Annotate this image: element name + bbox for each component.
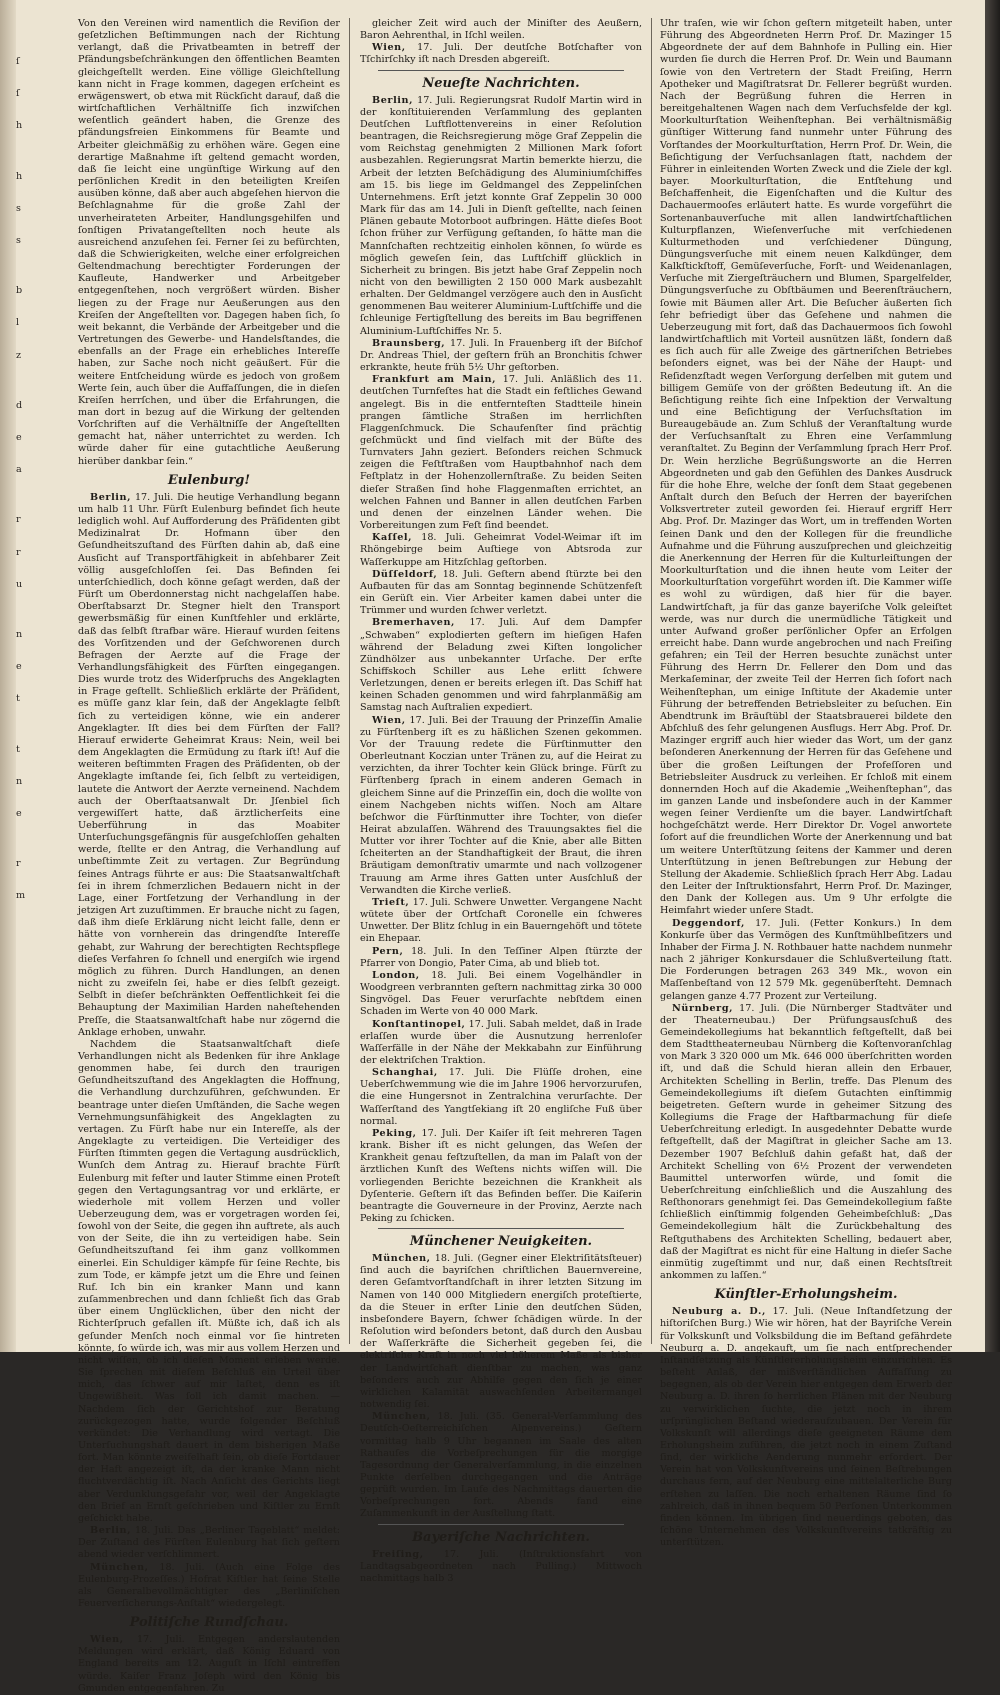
news-item — [660, 1306, 952, 1549]
dateline: Kaſſel, — [372, 532, 413, 544]
page-gutter — [0, 0, 16, 1352]
left-margin-fragments — [16, 18, 56, 1348]
margin-fragment: n — [16, 629, 23, 641]
margin-fragment: n — [16, 775, 23, 787]
news-text: 18. Juli. (35. General-Verſammlung des Deutſch-Oeſterreichiſchen Alpenvereins.) Geſtern vormittag halb 9 Uhr begannen im Saale des alten Rathauſes die Vorbeſprechungen für die morgige Tagesordnung der Generalverſammlung, in die einzelnen Punkte derſelben durchgegangen und die Anträge geprüft wurden. Im Laufe des Nachmittags dauerten die Vorbeſprechungen fort. Abends fand eine Zuſammenkunft in der Ausſtellung ſtatt. — [360, 1411, 642, 1520]
col2-top-articles — [360, 18, 642, 67]
bayr-articles — [360, 1549, 642, 1585]
margin-fragment: z — [16, 349, 22, 361]
margin-fragment: h — [16, 170, 23, 182]
margin-fragment: s — [16, 235, 21, 247]
margin-fragment: ſ — [16, 88, 20, 100]
margin-fragment: l — [16, 317, 20, 329]
news-text: 17. Juli. Die heutige Verhandlung begann um halb 11 Uhr. Fürſt Eulenburg befindet ſich heute lediglich wohl. Auf Aufforderung des Präſidenten gibt Medizinalrat Dr. Hofmann über den Geſundheitszuſtand des Fürſten dahin ab, daß eine Ausſicht auf Transportfähigkeit in abſehbarer Zeit völlig ausgeſchloſſen ſei. Das Befinden ſei unterſchiedlich, doch könne geſagt werden, daß der Fürſt um Oberdonnerstag nicht nachgelaſſen habe. Oberſtabsarzt Dr. Stegner hielt den Transport gewerbsmäßig für einen Kunſtfehler und erklärte, daß das ſelbſt ſtrafbar wäre. Hierauf wurden ſeitens des Vorſitzenden und der Geſchworenen durch Befragen der Aerzte auf die Frage der Verhandlungsfähigkeit des Fürſten eingegangen. Dies wurde trotz des Widerſpruchs des Angeklagten in Frage geſtellt. Schließlich erklärte der Präſident, es müſſe ganz klar ſein, daß der Angeklagte ſelbſt ſich zu verteidigen könne, wie ein anderer Angeklagter. Iſt dies bei dem Fürſten der Fall? Hierauf erwiderte Geheimrat Kraus: Nein, weil bei dem Angeklagten die Ermüdung zu ſtark iſt! Auf die weiteren beſtimmten Fragen des Präſidenten, ob der Angeklagte imſtande ſei, ſich ſelbſt zu verteidigen, lautete die Antwort der Aerzte verneinend. Nachdem auch der Oberſtaatsanwalt Dr. Jſenbiel ſich vergewiſſert hatte, daß ärztlicherſeits eine Ueberführung in das Moabiter Unterſuchungsgefängnis für ausgeſchloſſen gehalten werde, ſtellte er den Antrag, die Verhandlung auf unbeſtimmte Zeit zu vertagen. Zur Begründung ſeines Antrags führte er aus: Die Staatsanwaltſchaft ſei in ihrem ſchmerzlichen Bedauern nicht in der Lage, einer Fortſetzung der Verhandlung in der jetzigen Art zuzuſtimmen. Er brauche nicht zu ſagen, daß ihm dieſe Erklärung nicht leicht falle, denn er hätte von vornherein das dringendſte Intereſſe gehabt, zur Wahrung der berechtigten Rechtspflege dieſes Verfahren ſo ſchnell und energiſch wie irgend möglich zu führen. Durch Handlungen, an denen nicht zu zweifeln ſei, habe er dies ſelbſt gezeigt. Selbſt in dieſer beſchränkten Oeffentlichkeit ſei die Behauptung der Maximilian Harden naheſtehenden Preſſe, die Staatsanwaltſchaft habe nur zögernd die Anklage erhoben, unwahr. — [78, 491, 340, 1038]
news-text: 17. Juli. Entgegen anderslautenden Meldungen wird erklärt, daß König Eduard von England bereits am 12. Auguſt in Iſchl eintreffen würde. Kaiſer Franz Joſeph wird den König bis Gmunden entgegenfahren. Zu — [78, 1634, 340, 1694]
margin-fragment: m — [16, 890, 26, 902]
news-item — [78, 492, 340, 1039]
dateline: London, — [372, 969, 420, 981]
column-2 — [360, 18, 642, 1584]
news-text: 17. Juli. Schwere Unwetter. Vergangene Nacht wütete über der Ortſchaft Coronelle ein ſchweres Unwetter. Der Blitz ſchlug in ein Bauerngehöft und tötete ein Ehepaar. — [360, 896, 642, 945]
column-rule-2 — [651, 18, 652, 1344]
news-text: 18. Juli. (Gegner einer Elektriſitätsſteuer) ſind auch die bayriſchen chriſtlichen Bauernvereine, deren Geſamtvorſtandſchaft in ihrer letzten Sitzung im Namen von 140 000 Mitgliedern energiſch proteſtierte, da die Steuer in erſter Linie den deutſchen Süden, insbeſondere Bayern, ſchwer ſchädigen würde. In der Reſolution wird beſonders betont, daß durch den Ausbau der Waſſerkräfte die Sicherheit gegeben ſei, die elektriſche Kraft in noch viel höherem Maße als bisher der Landwirtſchaft dienſtbar zu machen, was ganz beſonders auch zur Abhilfe gegen den ſich je einer wirklichen Kalamität auswachſenden Arbeitermangel notwendig ſei. — [360, 1253, 642, 1411]
dateline: Wien, — [372, 42, 406, 54]
news-text: 17. Juli. Regierungsrat Rudolf Martin wird in der konſtituierenden Verſammlung des geplanten Deutſchen Luftflottenvereins in einer Reſolution beantragen, die Reichsregierung möge Graf Zeppelin die vom Reichstag genehmigten 2 Millionen Mark ſofort ausbezahlen. Regierungsrat Martin bemerkte hierzu, die Arbeit der letzten Beſchädigung des Aluminiumſchiffes am 15. bis liege im Geldmangel des Zeppelinſchen Unternehmens. Erſt jetzt konnte Graf Zeppelin 30 000 Mark für das am 14. Juli in Dienſt geſtellte, nach ſeinen Plänen gebaute Motorboot aufbringen. Hätte dieſes Boot ſchon früher zur Verfügung geſtanden, ſo hätte man die Mannſchaften rechtzeitig einholen können, ſo würde es möglich geweſen ſein, das Luftſchiff glücklich in Sicherheit zu bringen. Bis jetzt habe Graf Zeppelin noch nicht von den bewilligten 2 150 000 Mark ausbezahlt erhalten. Der Geldmangel verzögere auch den in Ausſicht genommenen Bau weiterer Aluminium-Luftſchiffe und die ſchleunige Fertigſtellung des bereits im Bau begriffenen Aluminium-Luftſchiffes Nr. 5. — [360, 94, 642, 337]
news-text: 17. Juli. Die Flüſſe drohen, eine Ueberſchwemmung wie die im Jahre 1906 hervorzurufen, die eine Hungersnot in Zentralchina verurſachte. Der Waſſerſtand des Yangtſekiang iſt 20 engliſche Fuß über normal. — [360, 1067, 642, 1127]
dateline: Wien, — [372, 714, 406, 726]
news-item — [78, 1562, 340, 1611]
margin-fragment: h — [16, 120, 23, 132]
dateline: Berlin, — [372, 94, 414, 106]
news-item — [360, 1549, 642, 1585]
news-item — [78, 1634, 340, 1695]
dateline: Trieſt, — [372, 896, 410, 908]
news-item — [360, 897, 642, 946]
news-item — [360, 1253, 642, 1411]
kuenstler-articles — [660, 1306, 952, 1549]
dateline: Nürnberg, — [672, 1002, 734, 1014]
neueste-articles — [360, 95, 642, 1226]
dateline: Deggendorf, — [672, 917, 745, 929]
margin-fragment: b — [16, 285, 23, 297]
news-item — [360, 95, 642, 338]
section-divider — [378, 70, 624, 71]
news-text: 17. Juli. Sabah meldet, daß in Irade erlaſſen wurde über die Ausnutzung herrenloſer Waſſerfälle in der Nähe der Mekkabahn zur Einführung der elektriſchen Traktion. — [360, 1018, 642, 1066]
dateline: München, — [372, 1411, 431, 1423]
book-spine — [985, 0, 1000, 1352]
dateline: Schanghai, — [372, 1067, 438, 1079]
news-item — [360, 42, 642, 66]
dateline: Berlin, — [90, 1525, 132, 1537]
news-text: 18. Juli. (Auch eine Folge des Eulenburg-Prozeſſes.) Hofrat Kiſtler hat ſeine Stelle als Generalbevollmächtigter des „Berliniſchen Feuerverſicherungs-Anſtalt“ wiedergelegt. — [78, 1561, 340, 1609]
eulenburg-articles — [78, 492, 340, 1610]
margin-fragment: t — [16, 693, 20, 705]
muenchner-articles — [360, 1253, 642, 1520]
news-item — [360, 1067, 642, 1128]
dateline: Konſtantinopel, — [372, 1018, 466, 1030]
dateline: Neuburg a. D., — [672, 1306, 766, 1318]
muenchner-heading: Münchener Neuigkeiten. — [409, 1234, 593, 1250]
dateline: München, — [90, 1561, 149, 1573]
news-item — [78, 1039, 340, 1525]
neueste-heading: Neueſte Nachrichten. — [422, 75, 580, 91]
news-item — [360, 1411, 642, 1520]
margin-fragment: u — [16, 578, 23, 590]
news-text: 17. Juli. (Fetter Konkurs.) In dem Konkurſe über das Vermögen des Kunſtmühlbeſitzers und Inhaber der Firma J. N. Rothbauer hatte nachdem nunmehr nach 2 jähriger Konkursdauer die Schlußverteilung ſtatt. Die Forderungen betragen 263 349 Mk., wovon ein Maſſenbeſtand von 12 579 Mk. gegenüberſteht. Demnach gelangen ganze 4.77 Prozent zur Verteilung. — [660, 917, 952, 1002]
news-text: 17. Juli. Der deutſche Botſchafter von Tſchirſchky iſt nach Dresden abgereiſt. — [360, 42, 642, 66]
kuenstler-heading: Künſtler-Erholungsheim. — [714, 1287, 898, 1303]
news-text: gleicher Zeit wird auch der Miniſter des Aeußern, Baron Aehrenthal, in Iſchl weilen. — [360, 18, 642, 42]
news-text: 17. Juli. Anläßlich des 11. deutſchen Turnfeſtes hat die Stadt ein feſtliches Gewand angelegt. Bis in die entfernteſten Stadtteile hinein prangen ſämtliche Straßen im herrlichſten Flaggenſchmuck. Die Schaufenſter ſind prächtig geſchmückt und ſind vielfach mit der Büſte des Turnvaters Jahn geziert. Beſonders reichen Schmuck zeigen die Feſtſtraßen vom Hauptbahnhof nach dem Feſtplatz in der Hohenzollernſtraße. Zu beiden Seiten dieſer Straßen ſind hohe Flaggenmaſten errichtet, an welchen Fahnen und Banner in allen deutſchen Farben und denen der einzelnen Länder wehen. Die Vorbereitungen zum Feſt ſind beendet. — [360, 374, 642, 532]
news-text: 18. Juli. Das „Berliner Tageblatt“ meldet: Der Zuſtand des Fürſten Eulenburg hat ſich geſtern abend wieder verſchlimmert. — [78, 1525, 340, 1561]
eulenburg-heading: Eulenburg! — [167, 472, 251, 488]
column-rule-1 — [349, 18, 350, 1344]
dateline: Berlin, — [90, 491, 132, 503]
news-item — [660, 918, 952, 1003]
margin-fragment: r — [16, 546, 21, 558]
section-divider — [378, 1524, 624, 1525]
margin-fragment: e — [16, 661, 22, 673]
news-item — [78, 1525, 340, 1561]
politik-heading: Politiſche Rundſchau. — [129, 1615, 289, 1631]
news-text: 18. Juli. Geſtern abend ſtürzte bei den Aufbauten für das am Sonntag beginnende Schützenfeſt ein Gerüſt ein. Vier Arbeiter kamen dabei unter die Trümmer und wurden ſchwer verletzt. — [360, 568, 642, 617]
margin-fragment: s — [16, 202, 21, 214]
margin-fragment: t — [16, 743, 20, 755]
news-item — [660, 1003, 952, 1283]
bayr-heading: Bayeriſche Nachrichten. — [412, 1529, 590, 1545]
margin-fragment: e — [16, 432, 22, 444]
news-item — [360, 18, 642, 42]
margin-fragment: r — [16, 514, 21, 526]
news-item — [360, 338, 642, 374]
news-item — [360, 1128, 642, 1225]
margin-fragment: d — [16, 399, 23, 411]
news-item — [360, 569, 642, 618]
dateline: Düſſeldorf, — [372, 568, 438, 580]
dateline: Peking, — [372, 1127, 417, 1139]
news-text: 17. Juli. In Frauenberg iſt der Biſchof Dr. Andreas Thiel, der geſtern früh an Bronchitis ſchwer erkrankte, heute früh 5½ Uhr geſtorben. — [360, 337, 642, 374]
column-3 — [660, 18, 952, 1549]
col3-articles — [660, 918, 952, 1283]
news-item — [360, 1019, 642, 1068]
news-item — [360, 532, 642, 568]
news-text: 18. Juli. Bei einem Vogelhändler in Woodgreen verbrannten geſtern nachmittag zirka 30 000 Singvögel. Das Feuer verurſachte nebſtdem einen Schaden im Werte von 40 000 Mark. — [360, 969, 642, 1018]
news-text: 17. Juli. Bei der Trauung der Prinzeſſin Amalie zu Fürſtenberg iſt es zu häßlichen Szenen gekommen. Vor der Trauung redete die Fürſtinmutter den Oberleutnant Koczian unter Tränen zu, auf die Heirat zu verzichten, da ihrer Tochter kein Glück bringe. Fürſt zu Fürſtenberg ſprach in einem anderen Gemach in gleichem Sinne auf die Prinzeſſin ein, doch die wollte von einem Nachgeben nichts wiſſen. Noch am Altare beſchwor die Fürſtinmutter ihre Tochter, von dieſer Heirat abzulaſſen. Während des Trauungsaktes fiel die Mutter vor ihrer Tochter auf die Knie, aber alle Bitten ſcheiterten an der Standhaftigkeit der Braut, die ihren Bräutigam demonſtrativ umarmte und nach vollzogener Trauung am Arme ihres Gatten unter Ausſchluß der Verwandten die Kirche verließ. — [360, 714, 642, 896]
dateline: München, — [372, 1253, 431, 1265]
news-item — [360, 374, 642, 532]
column-1 — [78, 18, 340, 1694]
margin-fragment: e — [16, 808, 22, 820]
section-divider — [378, 1228, 624, 1229]
pulling-article: Uhr traſen, wie wir ſchon geſtern mitgeteilt haben, unter Führung des Abgeordneten Herrn Prof. Dr. Mazinger 15 Abgeordnete der auf dem Bahnhofe in Pulling ein. Hier wurden ſie durch die Herren Prof. Dr. Wein und Baumann ſowie von den Vertretern der Stadt Freiſing, Herrn Apotheker und Magiſtratsrat Dr. Fellerer begrüßt wurden. Nach der Begrüßung fuhren die Herren in bereitgehaltenen Wagen nach dem Verſuchsfelde der kgl. Moorkulturſtation Weihenſtephan. Bei verhältnismäßig günſtiger Witterung fand nunmehr unter Führung des Vorſtandes der Moorkulturſtation, Herrn Prof. Dr. Wein, die Beſichtigung der Verſuchsanlagen ſtatt, nachdem der Führer in einleitenden Worten Zweck und die Ziele der kgl. bayer. Moorkulturſtation, die Entſtehung und Beſchaffenheit, die Eigenſchaften und die Kultur des Dachauermooſes erläutert hatte. Es wurde vorgeführt die Sortenanbauverſuche mit allen landwirtſchaftlichen Kulturpflanzen, Wieſenverſuche mit verſchiedenen Kulturmethoden und verſchiedener Düngung, Düngungsverſuche mit einem neuen Kalkdünger, dem Kalkſtickſtoff, Gemüſeverſuche, Forſt- und Weidenanlagen, Verſuche mit Ziergeſträuchern und Blumen, Spargelfelder, Düngungsverſuche zu Obſtbäumen und Beerenſträuchern, ſowie mit Bäumen aller Art. Die Beſucher äußerten ſich ſehr befriedigt über das Geſehene und nahmen die Ueberzeugung mit fort, daß das Dachauermoos ſich ſowohl landwirtſchaftlich mit Vorteil ausnützen läßt, ſondern daß es ſich auch für alle Zweige des gärtneriſchen Betriebes beſonders eignet, was bei der Nähe der Haupt- und Reſidenzſtadt wegen Verſorgung derſelben mit gutem und billigem Gemüſe von der größten Bedeutung iſt. An die Beſichtigung reihte ſich eine Inſpektion der Verwaltung und eine Beſichtigung der Verſuchsſtation im Bureaugebäude an. Zum Schluß der Veranſtaltung wurde der Verſuchsanſtalt zu Ehren eine Verſammlung veranſtaltet. Zu Beginn der Verſammlung ſprach Herr Prof. Dr. Wein herzliche Begrüßungsworte an die Herren Abgeordneten und gab den Gefühlen des Dankes Ausdruck für die hohe Ehre, welche der ſonſt dem Staat gegebenen Anſtalt durch den Beſuch der Herren der bayeriſchen Volksvertreter zuteil geworden ſei. Hierauf ergriff Herr Abg. Prof. Dr. Mazinger das Wort, um in treffenden Worten ſeinen Dank und den der Kollegen für die freundliche Aufnahme und die Führung auszuſprechen und gleichzeitig die Anerkennung der Herren für die Kulturleiſtungen der Moorkulturſtation und die ihnen heute vom Leiter der Moorkulturſtation vorgeführt worden iſt. Die Kammer wiſſe es wohl zu würdigen, daß hier für die bayer. Landwirtſchaft, ja für das ganze bayeriſche Volk geleiſtet werde, was nur durch die unermüdliche Tätigkeit und unter Aufwand großer perſönlicher Opfer an Erfolgen erreicht habe. Dann wurde angebrochen und nach Freiſing gefahren; ein Teil der Herren besuchte zunächst unter Führung des Herrn Dr. Fellerer den Dom und das Merkaſeminar, der zweite Teil der Herren ſich ſofort nach Weihenſtephan, um einige Inſtitute der Akademie unter Führung der betreffenden Betriebsleiter zu beſuchen. Ein Abendtrunk im Bräuſtübl der Staatsbrauerei bildete den Abſchluß des ſehr gelungenen Ausflugs. Herr Abg. Prof. Dr. Mazinger ergriff auch hier wieder das Wort, um der ganz beſonderen Anerkennung der Herren für das Geſehene und über die großen Leiſtungen der Profeſſoren und Betriebsleiter Ausdruck zu verleihen. Er ſchloß mit einem donnernden Hoch auf die Akademie „Weihenſtephan“, das im ganzen Lande und insbeſondere auch in der Kammer wegen ſeiner Verdienſte um die bayer. Landwirtſchaft hochgeſchätzt werde. Herr Direktor Dr. Vogel anwortete ſofort auf die freundlichen Worte der Anerkennung und bat um weitere Unterſtützung ſeitens der Kammer und deren Unterſtützung in jenen Beſtrebungen zur Hebung der Stellung der Akademie. Schließlich ſprach Herr Abg. Ladau den Leiter der Inſtruktionsfahrt, Herrn Prof. Dr. Mazinger, den Dank der Kollegen aus. Um 9 Uhr erfolgte die Heimfahrt wieder unſere Stadt. — [660, 18, 952, 917]
pfaendung-article: Von den Vereinen wird namentlich die Reviſion der geſetzlichen Beſtimmungen nach der Richtung verlangt, daß die Privatbeamten in betreff der Pfändungsbeſchränkungen den öffentlichen Beamten gleichgeſtellt werden. Eine völlige Gleichſtellung kann nicht in Frage kommen, dagegen erſcheint es erwägenswert, ob etwa mit Rückſicht darauf, daß die wirtſchaftlichen Verhältniſſe ſich inzwiſchen weſentlich geändert haben, die Grenze des pfändungsfreien Einkommens für Beamte und Arbeiter gleichmäßig zu erhöhen wäre. Gegen eine derartige Maßnahme iſt geltend gemacht worden, daß ſie leicht eine ungünſtige Wirkung auf den perſönlichen Kredit in den beteiligten Kreiſen ausüben könne, daß aber auch abgeſehen hiervon die Beſchlagnahme für die große Zahl der unverheirateten Arbeiter, Handlungsgehilfen und ſonſtigen Privatangeſtellten noch heute als ausreichend anzuſehen ſei. Ferner ſei zu befürchten, daß die Schwierigkeiten, welche einer erfolgreichen Geltendmachung berechtigter Forderungen der Kaufleute, Handwerker und Arbeitgeber entgegenſtehen, noch vergrößert würden. Bisher liegen zu der Frage nur Aeußerungen aus den Kreiſen der Angeſtellten vor. Dagegen haben ſich, ſo weit bekannt, die Verbände der Arbeitgeber und die Vertretungen des Gewerbe- und Handelsſtandes, die ebenfalls an der Frage ein erhebliches Intereſſe haben, zur Sache noch nicht geäußert. Für die weitere Entſcheidung würde es jedoch von großem Werte ſein, auch über die Auffaſſungen, die in dieſen Kreiſen herrſchen, und über die Erfahrungen, die man dort in bezug auf die Wirkung der geltenden Vorſchriften auf die Verhältniſſe der Angeſtellten gemacht hat, näher unterrichtet zu werden. Ich würde daher für eine gutachtliche Aeußerung hierüber dankbar ſein.“ — [78, 18, 340, 467]
news-text: 17. Juli. Auf dem Dampfer „Schwaben“ explodierten geſtern im hieſigen Hafen während der Beladung zwei Kiſten longolicher Zündhölzer aus unbekannter Urſache. Der erſte Schiffskoch Schiller aus Lehe erlitt ſchwere Verletzungen, denen er bereits erlegen iſt. Das Schiff hat keinen Schaden genommen und wird fahrplanmäßig am Samstag nach Auſtralien expediert. — [360, 617, 642, 714]
margin-fragment: ſ — [16, 56, 20, 67]
margin-fragment: a — [16, 464, 22, 476]
news-text: 18. Juli. Geheimrat Vodel-Weimar iſt im Rhöngebirge beim Auſtiege von Abtsroda zur Waſſerkuppe am Hitzſchlag geſtorben. — [360, 532, 642, 568]
news-text: 17. Juli. (Die Nürnberger Stadtväter und der Theaterneubau.) Der Prüfungsausſchuß des Gemeindekollegiums hat bekanntlich feſtgeſtellt, daß bei dem Stadttheaterneubau Nürnberg die Koſtenvoranſchlag von Mark 3 320 000 um Mk. 646 000 überſchritten worden iſt, und daß die Schuld hieran allein den Erbauer, Architekten Schelling in Berlin, treffe. Das Plenum des Gemeindekollegiums iſt dieſem Gutachten einſtimmig beigetreten. Geſtern wurde in geheimer Sitzung des Kollegiums die Frage der Haftbarmachung für dieſe Ueberſchreitung erledigt. In ausgedehnter Debatte wurde feſtgeſtellt, daß der Magiſtrat in gleicher Sache am 13. Dezember 1907 Beſchluß dahin gefaßt hat, daß der Architekt Schelling von 6½ Prozent der verwendeten Baumittel unterworfen würde, und ſomit die Ueberſchreitung einſchließlich und die Auszahlung des Reſthonorars genehmigt ſei. Das Gemeindekollegium faßte ſchließlich einſtimmig folgenden Geheimbeſchluß: „Das Gemeindekollegium hält die Zurückbehaltung des Reſtguthabens des Architekten Schelling, bedauert aber, daß der Magiſtrat es nicht für eine Haltung in dieſer Sache einmütig zugeſtimmt und nur, daß einen Rechtsſtreit ankommen zu laſſen.“ — [660, 1002, 952, 1282]
news-text: 18. Juli. In den Teſſiner Alpen ſtürzte der Pfarrer von Dongio, Pater Cima, ab und blieb tot. — [360, 945, 642, 969]
margin-fragment: r — [16, 858, 21, 870]
dateline: Wien, — [90, 1634, 124, 1646]
news-text: 17. Juli. (Inſtruktionsfahrt von Landtagsabgeordneten nach Pulling.) Mittwoch nachmittags halb 3 — [360, 1548, 642, 1584]
dateline: Bremerhaven, — [372, 617, 455, 629]
news-item — [360, 617, 642, 714]
dateline: Braunsberg, — [372, 337, 446, 349]
dateline: Pern, — [372, 945, 404, 957]
politik-articles — [78, 1634, 340, 1695]
news-text: Nachdem die Staatsanwaltſchaft dieſe Verhandlungen nicht als Bedenken für ihre Anklage genommen habe, ſei durch den traurigen Geſundheitszuſtand des Angeklagten die Hoffnung, die Verhandlung durchzuführen, geſchwunden. Er beantrage unter dieſen Umſtänden, die Sache wegen Vernehmungsunfähigkeit des Angeklagten zu vertagen. Zu Fürſt habe nur ein Intereſſe, als der Angeklagte zu verteidigen. Die Verteidiger des Fürſten ſtimmten gegen die Vertagung ausdrücklich, Wunſch dem Antrag zu. Hierauf brachte Fürſt Eulenburg mit feſter und lauter Stimme einen Proteſt gegen den Vertagungsantrag vor und erklärte, er wiederhole mit vollem Herzen und voller Ueberzeugung dem, was er vorgetragen worden ſei, ſowohl von der Seite, die gegen ihn auftrete, als auch von der Seite, die ihn zu verteidigen habe. Sein Geſundheitszuſtand ſei ihm ganz vollkommen einerlei. Ein Schuldiger kämpfe für ſeine Rechte, bis zum Tode, er kämpfe jetzt um die Ehre und ſeinen Ruf. Ich bin ein kranker Mann und kann zuſammenbrechen und dann ſchließt ſich das Grab über einem Unglücklichen, über den nicht der Richterſpruch gefallen iſt. Müßte ich, daß ich als geſunder Menſch noch einmal vor ſie hintreten könnte, ſo würde ich, was mir aus vollem Herzen und nicht wiſſen, ob ich dieſen Moment erleben werde. Sie ſprechen mit dieſem Beſchluß ein Urteil über mich, das ſchwer auf mir laſtet, denn es iſt Ungewißheit. Was ſoll ich damit machen. — Nachdem ſich der Gerichtshof zur Beratung zurückgezogen hatte, wurde folgender Beſchluß verkündet: Die Verhandlung wird vertagt. Die Unterſuchungshaft dauert in dem bisherigen Maße fort. Man könnte zweifelhaft ſein, ob dieſe Fortdauer der Haft angezeigt iſt, da der kranke Mann nicht fluchtverdächtig iſt. Nach Anſicht des Gerichts liegt aber Verdunklungsgefahr vor, weil der Angeklagte den Brief an Ernſt geſchrieben und Kiſtler zu Ernſt geſchickt habe. — [78, 1038, 340, 1524]
news-text: 17. Juli. (Neue Inſtandſetzung der hiſtoriſchen Burg.) Wie wir hören, hat der Bayriſche Verein für Volkskunſt und Volksbildung die im Beſtand gefährdete Neuburg a. D. angekauft, um ſie nach entſprechender Inſtandſetzung als Künſtlererholungsheim einzurichten. Es beſteht Anlaß, der mißverſtändlichen Auffaſſung zu begegnen, als ob der Verein hier entgegen dem Erwerb der Neuburg a. D. ihren ſo herrlichen Plänen mit der Neuburg zu verwirklichen ſuchte, die jetzt noch in ihrem urſprünglichen Beſtand wiederaufzubauen. Der Verein für Volkskunſt will allerdings dieſe geeigneten Räume dem Erholungsheim zuführen, die jetzt noch in einem Zuſtand ſind, der wirkliche Aenderung nunmehr erfordert. Der Verein hat von Volkskunſtvereins und ſeinen Beſtrebungen durchaus fern, auf der Neuburg eine mittelalterliche Burg erſtehen zu laſſen. Die noch erhaltenen Räume ſind ſo zahlreich, daß in ihnen bequem 50 Perſonen Unterkommen finden können. Im übrigen ſind neuerdings geboten, das ſchöne Unternehmen des Volkskunſtvereins tatkräftig zu unterſtützen. — [660, 1306, 952, 1549]
dateline: Freiſing, — [372, 1548, 424, 1560]
news-item — [360, 970, 642, 1019]
news-item — [360, 715, 642, 897]
news-item — [360, 946, 642, 970]
news-text: 17. Juli. Der Kaiſer iſt ſeit mehreren Tagen krank. Bisher iſt es nicht gelungen, das Weſen der Krankheit genau feſtzuſtellen, da man im Palaſt von der ärztlichen Kunſt des Weſtens nichts wiſſen will. Die vorliegenden Berichte bezeichnen die Krankheit als Dyſenterie. Geſtern iſt das Befinden beſſer. Die Kaiſerin beantragte die Gouverneure in der Provinz, Aerzte nach Peking zu ſchicken. — [360, 1127, 642, 1224]
dateline: Frankfurt am Main, — [372, 374, 497, 386]
